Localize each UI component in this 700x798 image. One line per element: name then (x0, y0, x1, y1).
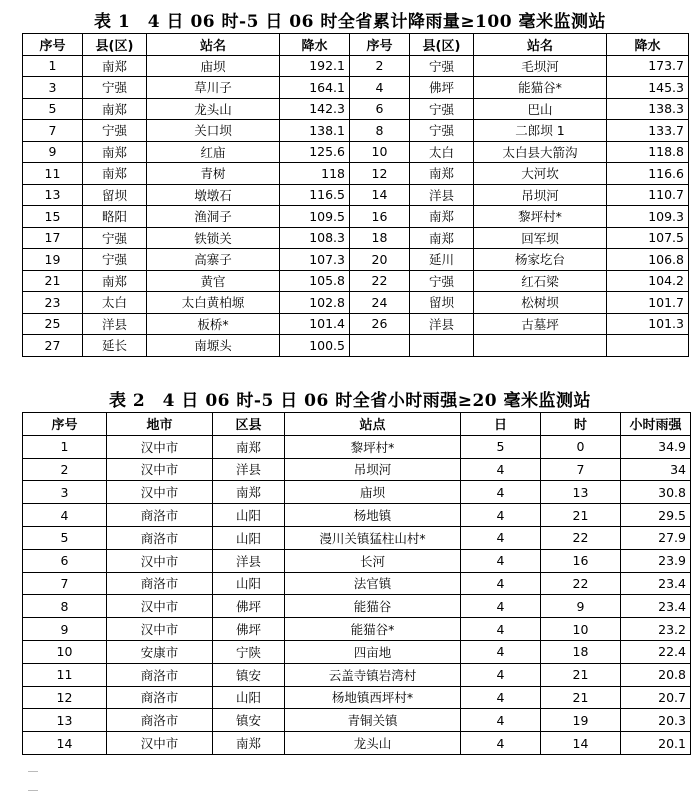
table2-cell: 汉中市 (107, 481, 213, 504)
table1-cell: 108.3 (280, 227, 350, 249)
table-row (23, 709, 691, 732)
table1-cell: 106.8 (607, 249, 689, 271)
table1-cell: 洋县 (410, 313, 474, 335)
table2-cell: 四亩地 (285, 640, 461, 663)
table1-cell: 宁强 (83, 249, 147, 271)
table1-cell: 铁锁关 (147, 227, 280, 249)
table1-cell: 南郑 (83, 55, 147, 77)
table1-cell: 109.5 (280, 206, 350, 228)
table2-cell: 3 (23, 481, 107, 504)
table2-cell: 13 (541, 481, 621, 504)
table2-cell: 汉中市 (107, 435, 213, 458)
table-row (23, 292, 689, 314)
table2-cell: 7 (23, 572, 107, 595)
table2-cell: 汉中市 (107, 549, 213, 572)
table-row (23, 227, 689, 249)
table1-cell: 26 (350, 313, 410, 335)
table1-cell: 138.3 (607, 98, 689, 120)
table2-header-row (23, 413, 691, 436)
table2-cell: 商洛市 (107, 572, 213, 595)
table1-cell (350, 335, 410, 357)
table2-cell: 10 (541, 618, 621, 641)
table1-cell: 22 (350, 270, 410, 292)
table2-cell: 4 (461, 663, 541, 686)
table2-cell: 商洛市 (107, 663, 213, 686)
table2-cell: 4 (23, 504, 107, 527)
table-row (23, 77, 689, 99)
table1-cell: 青树 (147, 163, 280, 185)
table1-cell: 南郑 (83, 163, 147, 185)
table2-cell: 4 (461, 458, 541, 481)
table2-cell: 22 (541, 572, 621, 595)
table1-cell: 138.1 (280, 120, 350, 142)
table1-cell: 草川子 (147, 77, 280, 99)
table1-cell: 南郑 (83, 270, 147, 292)
table1-cell: 15 (23, 206, 83, 228)
table2-cell: 汉中市 (107, 595, 213, 618)
table2-cell: 4 (461, 618, 541, 641)
table2-cell: 34.9 (621, 435, 691, 458)
table1-cell: 24 (350, 292, 410, 314)
table1-header-cell: 县(区) (410, 34, 474, 56)
table2-cell: 南郑 (213, 481, 285, 504)
table2-cell: 宁陕 (213, 640, 285, 663)
table-row (23, 184, 689, 206)
table1-cell: 23 (23, 292, 83, 314)
table2-cell: 10 (23, 640, 107, 663)
table1-cell: 101.4 (280, 313, 350, 335)
table2-cell: 8 (23, 595, 107, 618)
table1-cell: 125.6 (280, 141, 350, 163)
table2-cell: 21 (541, 686, 621, 709)
table2-cell: 27.9 (621, 526, 691, 549)
table-row (23, 526, 691, 549)
table2-cell: 青铜关镇 (285, 709, 461, 732)
table1-header-cell: 序号 (350, 34, 410, 56)
table1-cell: 3 (23, 77, 83, 99)
table1-cell: 南郑 (83, 98, 147, 120)
table1-cell: 11 (23, 163, 83, 185)
table2-cell: 洋县 (213, 549, 285, 572)
table1-title: 表 1 4 日 06 时-5 日 06 时全省累计降雨量≥100 毫米监测站 (94, 12, 606, 32)
table2-cell: 长河 (285, 549, 461, 572)
table-row (23, 458, 691, 481)
table2-cell: 5 (23, 526, 107, 549)
table2-header-cell: 区县 (213, 413, 285, 436)
table-row (23, 686, 691, 709)
table2-cell: 4 (461, 481, 541, 504)
table-row (23, 335, 689, 357)
table1-cell: 14 (350, 184, 410, 206)
table2-cell: 14 (541, 732, 621, 755)
table2-cell: 20.1 (621, 732, 691, 755)
table1-cell: 松树坝 (474, 292, 607, 314)
table2-cell: 能猫谷 (285, 595, 461, 618)
table2-cell: 19 (541, 709, 621, 732)
table1-cell: 118.8 (607, 141, 689, 163)
table2-cell: 20.7 (621, 686, 691, 709)
table2-cell: 4 (461, 732, 541, 755)
table2-cell: 商洛市 (107, 686, 213, 709)
table-row (23, 270, 689, 292)
table-row (23, 55, 689, 77)
table2-cell: 4 (461, 504, 541, 527)
table1-cell: 18 (350, 227, 410, 249)
table-row (23, 640, 691, 663)
table2-cell: 南郑 (213, 732, 285, 755)
table2-cell: 4 (461, 709, 541, 732)
table1-cell: 能猫谷* (474, 77, 607, 99)
table1-cell: 大河坎 (474, 163, 607, 185)
table1-cell: 二郎坝 1 (474, 120, 607, 142)
table1-cell: 102.8 (280, 292, 350, 314)
table-row (23, 206, 689, 228)
table1-cell: 118 (280, 163, 350, 185)
table1-cell: 10 (350, 141, 410, 163)
rainfall-total-table (22, 33, 689, 357)
table2-cell: 商洛市 (107, 504, 213, 527)
table1-cell: 21 (23, 270, 83, 292)
table-row (23, 572, 691, 595)
table-row (23, 481, 691, 504)
table1-cell: 渔洞子 (147, 206, 280, 228)
table1-cell (410, 335, 474, 357)
table1-cell: 4 (350, 77, 410, 99)
table1-cell: 黄官 (147, 270, 280, 292)
table1-cell: 略阳 (83, 206, 147, 228)
table2-cell: 9 (23, 618, 107, 641)
table1-header-cell: 降水 (607, 34, 689, 56)
table2-cell: 30.8 (621, 481, 691, 504)
table1-cell: 宁强 (83, 77, 147, 99)
table2-cell: 山阳 (213, 526, 285, 549)
table2-cell: 4 (461, 640, 541, 663)
table1-cell: 留坝 (83, 184, 147, 206)
table1-cell: 红庙 (147, 141, 280, 163)
table2-cell: 21 (541, 504, 621, 527)
table2-cell: 4 (461, 572, 541, 595)
table1-cell: 墩墩石 (147, 184, 280, 206)
table2-cell: 16 (541, 549, 621, 572)
table2-cell: 9 (541, 595, 621, 618)
table1-cell: 2 (350, 55, 410, 77)
table2-title: 表 2 4 日 06 时-5 日 06 时全省小时雨强≥20 毫米监测站 (108, 391, 592, 411)
table1-cell (607, 335, 689, 357)
table1-cell: 南郑 (83, 141, 147, 163)
table2-cell: 镇安 (213, 663, 285, 686)
table2-cell: 黎坪村* (285, 435, 461, 458)
table1-cell: 116.5 (280, 184, 350, 206)
table2-cell: 29.5 (621, 504, 691, 527)
table1-cell: 毛坝河 (474, 55, 607, 77)
table2-cell: 4 (461, 595, 541, 618)
table1-cell: 173.7 (607, 55, 689, 77)
table1-cell: 太白黄柏塬 (147, 292, 280, 314)
table1-cell: 宁强 (83, 227, 147, 249)
table2-cell: 2 (23, 458, 107, 481)
table1-header-cell: 降水 (280, 34, 350, 56)
table1-cell: 高寨子 (147, 249, 280, 271)
table1-cell: 太白 (83, 292, 147, 314)
table2-cell: 1 (23, 435, 107, 458)
table2-cell: 6 (23, 549, 107, 572)
table1-cell: 板桥* (147, 313, 280, 335)
table1-cell: 南郑 (410, 163, 474, 185)
table2-cell: 4 (461, 549, 541, 572)
table2-cell: 7 (541, 458, 621, 481)
table1-cell: 宁强 (410, 98, 474, 120)
table2-cell: 18 (541, 640, 621, 663)
table1-cell: 110.7 (607, 184, 689, 206)
table1-header-cell: 站名 (147, 34, 280, 56)
table2-cell: 汉中市 (107, 618, 213, 641)
table1-cell: 20 (350, 249, 410, 271)
page-footer-marks (28, 760, 88, 767)
table-row (23, 313, 689, 335)
table1-cell: 延长 (83, 335, 147, 357)
table2-header-cell: 小时雨强 (621, 413, 691, 436)
table1-cell: 洋县 (83, 313, 147, 335)
table1-cell: 100.5 (280, 335, 350, 357)
table1-cell: 宁强 (83, 120, 147, 142)
table1-cell: 宁强 (410, 55, 474, 77)
table-row (23, 435, 691, 458)
table1-cell: 宁强 (410, 120, 474, 142)
table1-cell: 5 (23, 98, 83, 120)
table2-cell: 云盖寺镇岩湾村 (285, 663, 461, 686)
table2-cell: 商洛市 (107, 526, 213, 549)
table2-cell: 20.3 (621, 709, 691, 732)
table2-cell: 商洛市 (107, 709, 213, 732)
table2-cell: 23.4 (621, 595, 691, 618)
table-row (23, 595, 691, 618)
table1-cell: 16 (350, 206, 410, 228)
table1-cell: 1 (23, 55, 83, 77)
table1-cell: 12 (350, 163, 410, 185)
table1-cell: 龙头山 (147, 98, 280, 120)
table1-header-cell: 县(区) (83, 34, 147, 56)
table2-cell: 汉中市 (107, 458, 213, 481)
table2-header-cell: 地市 (107, 413, 213, 436)
table1-cell: 13 (23, 184, 83, 206)
table2-header-cell: 日 (461, 413, 541, 436)
table1-cell: 南郑 (410, 206, 474, 228)
table1-cell: 回军坝 (474, 227, 607, 249)
table2-cell: 34 (621, 458, 691, 481)
table2-cell: 22 (541, 526, 621, 549)
table1-cell: 8 (350, 120, 410, 142)
table-row (23, 504, 691, 527)
hourly-intensity-table (22, 412, 691, 755)
table2-cell: 吊坝河 (285, 458, 461, 481)
table2-cell: 23.2 (621, 618, 691, 641)
table2-cell: 汉中市 (107, 732, 213, 755)
table-row (23, 163, 689, 185)
table1-cell: 留坝 (410, 292, 474, 314)
table1-cell: 关口坝 (147, 120, 280, 142)
table2-cell: 22.4 (621, 640, 691, 663)
table2-header-cell: 序号 (23, 413, 107, 436)
table2-cell: 佛坪 (213, 595, 285, 618)
table1-cell: 105.8 (280, 270, 350, 292)
table-row (23, 732, 691, 755)
table1-cell: 192.1 (280, 55, 350, 77)
table1-cell: 6 (350, 98, 410, 120)
table1-cell: 杨家圪台 (474, 249, 607, 271)
table2-cell: 20.8 (621, 663, 691, 686)
table2-cell: 镇安 (213, 709, 285, 732)
table1-cell (474, 335, 607, 357)
table1-cell: 25 (23, 313, 83, 335)
table1-cell: 红石梁 (474, 270, 607, 292)
table-row (23, 618, 691, 641)
table-row (23, 249, 689, 271)
table1-cell: 19 (23, 249, 83, 271)
table2-cell: 23.4 (621, 572, 691, 595)
table1-cell: 107.3 (280, 249, 350, 271)
table2-cell: 11 (23, 663, 107, 686)
table1-header-cell: 序号 (23, 34, 83, 56)
table1-cell: 7 (23, 120, 83, 142)
table1-cell: 107.5 (607, 227, 689, 249)
table1-cell: 南郑 (410, 227, 474, 249)
table2-cell: 庙坝 (285, 481, 461, 504)
table2-header-cell: 时 (541, 413, 621, 436)
table-row (23, 120, 689, 142)
table2-cell: 杨地镇 (285, 504, 461, 527)
table1-cell: 116.6 (607, 163, 689, 185)
table2-cell: 安康市 (107, 640, 213, 663)
table2-cell: 13 (23, 709, 107, 732)
table2-cell: 14 (23, 732, 107, 755)
table1-cell: 吊坝河 (474, 184, 607, 206)
table2-cell: 能猫谷* (285, 618, 461, 641)
table1-cell: 洋县 (410, 184, 474, 206)
table1-cell: 太白 (410, 141, 474, 163)
table2-cell: 佛坪 (213, 618, 285, 641)
table2-cell: 23.9 (621, 549, 691, 572)
table2-cell: 山阳 (213, 572, 285, 595)
table1-cell: 9 (23, 141, 83, 163)
table1-cell: 27 (23, 335, 83, 357)
table2-cell: 0 (541, 435, 621, 458)
table1-cell: 101.7 (607, 292, 689, 314)
table1-header-row (23, 34, 689, 56)
table1-cell: 164.1 (280, 77, 350, 99)
table-row (23, 663, 691, 686)
table1-cell: 宁强 (410, 270, 474, 292)
table2-cell: 漫川关镇猛柱山村* (285, 526, 461, 549)
table1-cell: 佛坪 (410, 77, 474, 99)
table2-cell: 12 (23, 686, 107, 709)
table2-cell: 杨地镇西坪村* (285, 686, 461, 709)
table1-cell: 太白县大箭沟 (474, 141, 607, 163)
table1-cell: 145.3 (607, 77, 689, 99)
table2-cell: 法官镇 (285, 572, 461, 595)
table2-cell: 5 (461, 435, 541, 458)
table-row (23, 141, 689, 163)
table-row (23, 98, 689, 120)
table1-cell: 古墓坪 (474, 313, 607, 335)
table1-header-cell: 站名 (474, 34, 607, 56)
table1-cell: 南塬头 (147, 335, 280, 357)
table1-cell: 巴山 (474, 98, 607, 120)
table1-cell: 133.7 (607, 120, 689, 142)
table1-cell: 109.3 (607, 206, 689, 228)
table1-cell: 庙坝 (147, 55, 280, 77)
table2-cell: 4 (461, 686, 541, 709)
table2-cell: 山阳 (213, 686, 285, 709)
table2-cell: 洋县 (213, 458, 285, 481)
table2-cell: 南郑 (213, 435, 285, 458)
table2-cell: 龙头山 (285, 732, 461, 755)
table2-cell: 4 (461, 526, 541, 549)
table1-cell: 101.3 (607, 313, 689, 335)
table2-cell: 21 (541, 663, 621, 686)
table1-cell: 17 (23, 227, 83, 249)
table1-cell: 延川 (410, 249, 474, 271)
table-row (23, 549, 691, 572)
table1-cell: 142.3 (280, 98, 350, 120)
table2-cell: 山阳 (213, 504, 285, 527)
table1-cell: 黎坪村* (474, 206, 607, 228)
table1-cell: 104.2 (607, 270, 689, 292)
table2-header-cell: 站点 (285, 413, 461, 436)
